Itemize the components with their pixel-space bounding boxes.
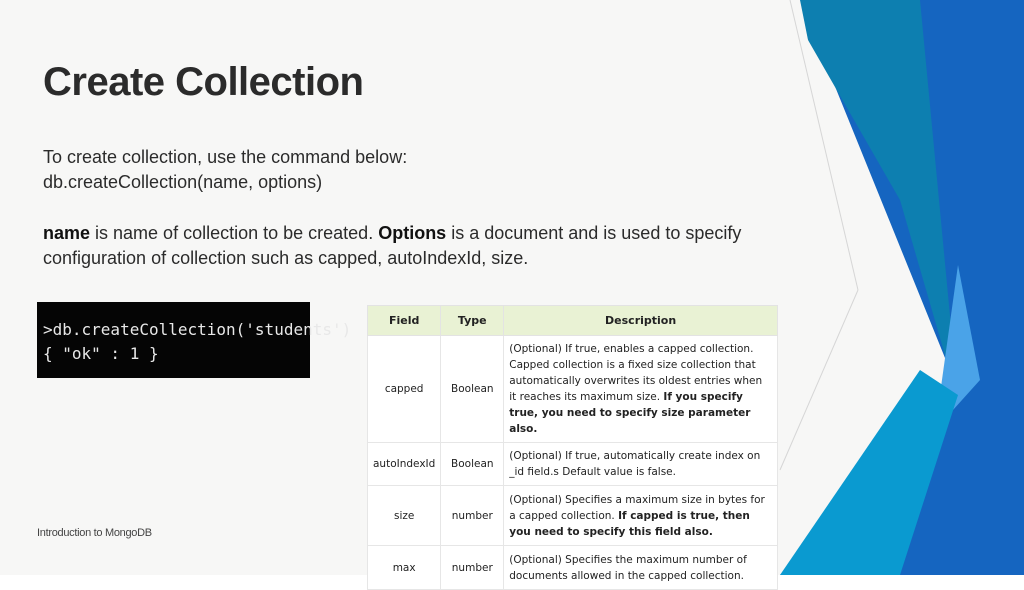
- options-text: is a document and is used to specify configuration of collection such as capped, autoIndexId, size.: [43, 223, 742, 268]
- intro-paragraph: [43, 221, 743, 271]
- header-type: Type: [441, 306, 504, 336]
- cell-description: [504, 336, 778, 443]
- description-bold: If capped is true, then you need to specify this field also.: [509, 509, 750, 538]
- table-row: [368, 336, 778, 443]
- name-term: name: [43, 223, 91, 243]
- slide-title: Create Collection: [43, 60, 364, 104]
- description-text: (Optional) If true, automatically create index on _id field.s Default value is false.: [509, 450, 761, 478]
- cell-type: Boolean: [441, 443, 504, 486]
- description-bold: If you specify true, you need to specify size parameter also.: [509, 391, 751, 435]
- options-term: Options: [378, 223, 447, 243]
- console-line-2: { "ok" : 1 }: [43, 344, 159, 363]
- cell-type: Boolean: [441, 336, 504, 443]
- cell-field: autoIndexId: [368, 443, 441, 486]
- console-output: [37, 302, 352, 378]
- table-row: [368, 443, 778, 486]
- cell-description: [504, 443, 778, 486]
- table-header-row: [368, 306, 778, 336]
- cell-field: capped: [368, 336, 441, 443]
- table-row: [368, 546, 778, 590]
- cell-type: number: [441, 546, 504, 590]
- cell-description: [504, 486, 778, 546]
- intro-line-2: db.createCollection(name, options): [43, 172, 323, 192]
- description-text: (Optional) If true, enables a capped collection. Capped collection is a fixed size collection that automatically overwrites its oldest entries when it reaches its maximum size.: [509, 343, 763, 403]
- options-table: [367, 305, 778, 590]
- header-field: Field: [368, 306, 441, 336]
- cell-type: number: [441, 486, 504, 546]
- description-text: (Optional) Specifies the maximum number of documents allowed in the capped collection.: [509, 553, 747, 582]
- footer-text: Introduction to MongoDB: [37, 527, 152, 539]
- header-description: Description: [504, 306, 778, 336]
- cell-field: size: [368, 486, 441, 546]
- cell-field: max: [368, 546, 441, 590]
- table-row: [368, 486, 778, 546]
- description-text: (Optional) Specifies a maximum size in bytes for a capped collection.: [509, 493, 765, 522]
- intro-line-1: To create collection, use the command below:: [43, 147, 408, 167]
- console-line-1: >db.createCollection('students'): [43, 320, 352, 339]
- name-text: is name of collection to be created.: [90, 223, 379, 243]
- cell-description: [504, 546, 778, 590]
- intro-text: [43, 145, 743, 271]
